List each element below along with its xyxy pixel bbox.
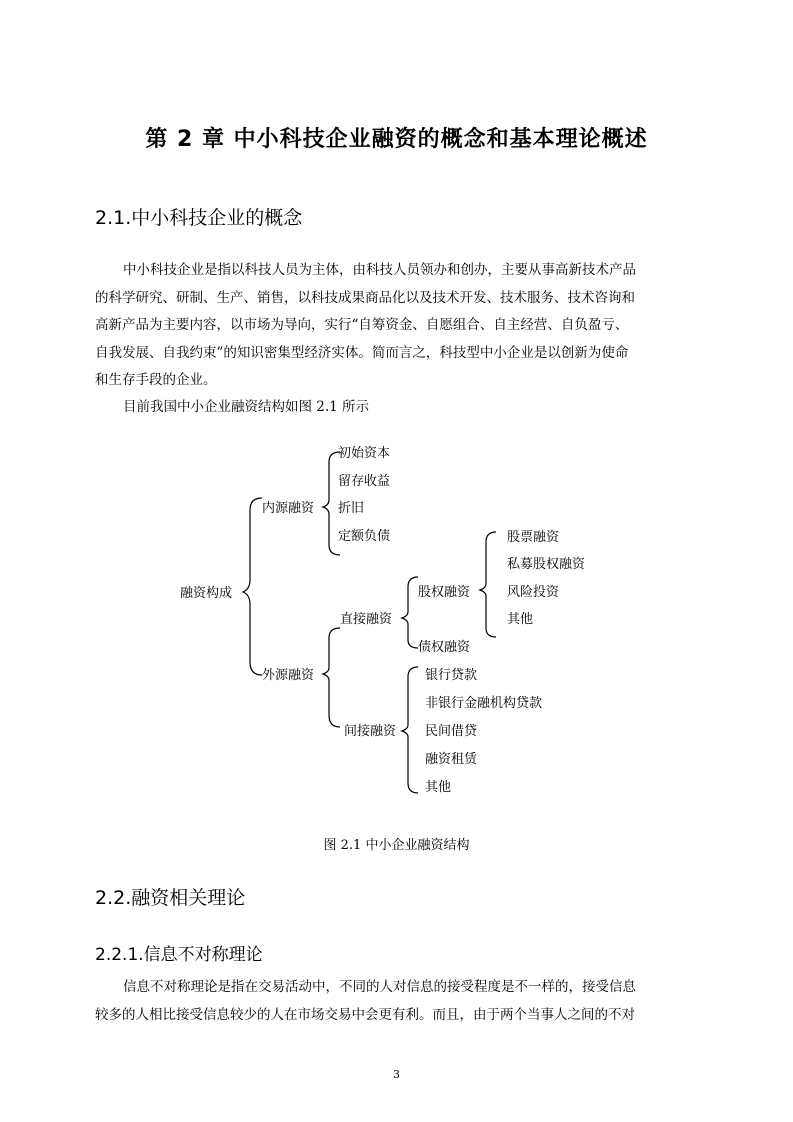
node-equity-item: 风险投资: [507, 585, 560, 600]
section-heading-2-1: 2.1.中小科技企业的概念: [95, 207, 303, 229]
paragraph-line: 高新产品为主要内容，以市场为导向，实行“自筹资金、自愿组合、自主经营、自负盈亏、: [95, 317, 629, 333]
node-indirect-item: 融资租赁: [425, 752, 478, 767]
paragraph-line: 信息不对称理论是指在交易活动中，不同的人对信息的接受程度是不一样的，接受信息: [123, 979, 636, 995]
node-internal-item: 定额负债: [338, 529, 391, 544]
paragraph-line: 和生存手段的企业。: [95, 372, 217, 388]
section-heading-2-2: 2.2.融资相关理论: [95, 887, 246, 909]
paragraph-line: 的科学研究、研制、生产、销售，以科技成果商品化以及技术开发、技术服务、技术咨询和: [95, 289, 635, 306]
figure-caption: 图 2.1 中小企业融资结构: [323, 838, 470, 853]
paragraph-line: 目前我国中小企业融资结构如图 2.1 所示: [123, 399, 370, 415]
node-internal-item: 初始资本: [338, 446, 391, 461]
brace-root: [243, 498, 262, 675]
brace-external: [323, 628, 340, 727]
page-number: 3: [393, 1068, 400, 1081]
paragraph-information-asymmetry: [95, 974, 701, 1029]
subsection-heading-2-2-1: 2.2.1.信息不对称理论: [95, 945, 263, 965]
node-debt: 债权融资: [418, 640, 471, 655]
node-internal-item: 折旧: [338, 501, 365, 516]
node-internal-item: 留存收益: [338, 474, 391, 489]
node-external: 外源融资: [262, 668, 315, 683]
paragraph-line: 自我发展、自我约束”的知识密集型经济实体。简而言之，科技型中小企业是以创新为使命: [95, 344, 629, 361]
node-indirect: 间接融资: [344, 724, 397, 739]
node-equity-item: 其他: [507, 612, 534, 627]
node-equity-item: 股票融资: [507, 530, 560, 545]
node-direct: 直接融资: [340, 612, 393, 627]
paragraph-line: 较多的人相比接受信息较少的人在市场交易中会更有利。而且，由于两个当事人之间的不对: [95, 1006, 635, 1023]
node-indirect-item: 银行贷款: [425, 668, 478, 683]
node-root: 融资构成: [180, 586, 233, 601]
node-indirect-item: 非银行金融机构贷款: [425, 696, 543, 711]
node-indirect-item: 其他: [425, 780, 452, 795]
node-equity-item: 私募股权融资: [507, 557, 586, 572]
brace-indirect: [402, 667, 418, 793]
chapter-title: 第 2 章 中小科技企业融资的概念和基本理论概述: [145, 127, 648, 152]
node-internal: 内源融资: [262, 501, 315, 516]
node-indirect-item: 民间借贷: [425, 724, 478, 739]
paragraph-line: 中小科技企业是指以科技人员为主体，由科技人员领办和创办，主要从事高新技术产品: [123, 262, 636, 278]
brace-direct: [402, 577, 418, 648]
brace-equity: [480, 532, 496, 637]
node-equity: 股权融资: [418, 585, 471, 600]
